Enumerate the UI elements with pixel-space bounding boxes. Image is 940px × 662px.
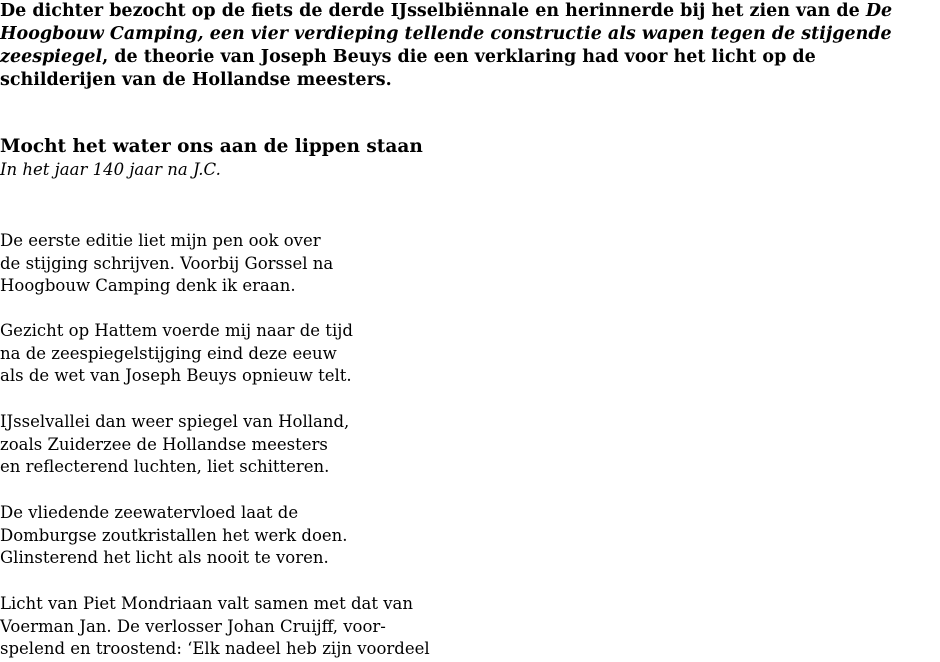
poem-stanza bbox=[0, 593, 430, 661]
poem-line: en reflecterend luchten, liet schitteren. bbox=[0, 457, 330, 477]
poem-stanza bbox=[0, 502, 348, 570]
poem-stanza bbox=[0, 411, 349, 479]
poem-title: Mocht het water ons aan de lippen staan bbox=[0, 136, 423, 157]
poem-line: De eerste editie liet mijn pen ook over bbox=[0, 231, 321, 250]
poem-line: Domburgse zoutkristallen het werk doen. bbox=[0, 525, 348, 545]
intro-paragraph bbox=[0, 0, 936, 92]
intro-italic-artwork: De Hoogbouw Camping, een vier verdieping tellende constructie als wapen tegen de stijgende zeespiegel bbox=[0, 1, 893, 67]
poem-stanza bbox=[0, 320, 353, 388]
poem-line: Voerman Jan. De verlosser Johan Cruijff, voor- bbox=[0, 616, 386, 636]
poem-stanza bbox=[0, 230, 333, 298]
intro-text-end: , de theorie van Joseph Beuys die een verklaring had voor het licht op de schilderijen van de Hollandse meesters. bbox=[0, 47, 816, 90]
poem-line: Glinsterend het licht als nooit te voren. bbox=[0, 548, 329, 568]
poem-line: na de zeespiegelstijging eind deze eeuw bbox=[0, 343, 337, 363]
intro-text-start: De dichter bezocht op de fiets de derde IJsselbiënnale en herinnerde bij het zien van de bbox=[0, 1, 866, 21]
poem-line: IJsselvallei dan weer spiegel van Holland, bbox=[0, 412, 350, 431]
poem-line: Hoogbouw Camping denk ik eraan. bbox=[0, 276, 296, 296]
poem-line: Licht van Piet Mondriaan valt samen met dat van bbox=[0, 594, 413, 613]
poem-line: De vliedende zeewatervloed laat de bbox=[0, 503, 299, 522]
poem-subtitle: In het jaar 140 jaar na J.C. bbox=[0, 160, 221, 179]
poem-line: spelend en troostend: ‘Elk nadeel heb zijn voordeel bbox=[0, 639, 430, 659]
poem-line: als de wet van Joseph Beuys opnieuw telt. bbox=[0, 366, 352, 386]
poem-line: zoals Zuiderzee de Hollandse meesters bbox=[0, 434, 328, 454]
poem-line: de stijging schrijven. Voorbij Gorssel na bbox=[0, 253, 334, 273]
poem-line: Gezicht op Hattem voerde mij naar de tijd bbox=[0, 321, 353, 340]
